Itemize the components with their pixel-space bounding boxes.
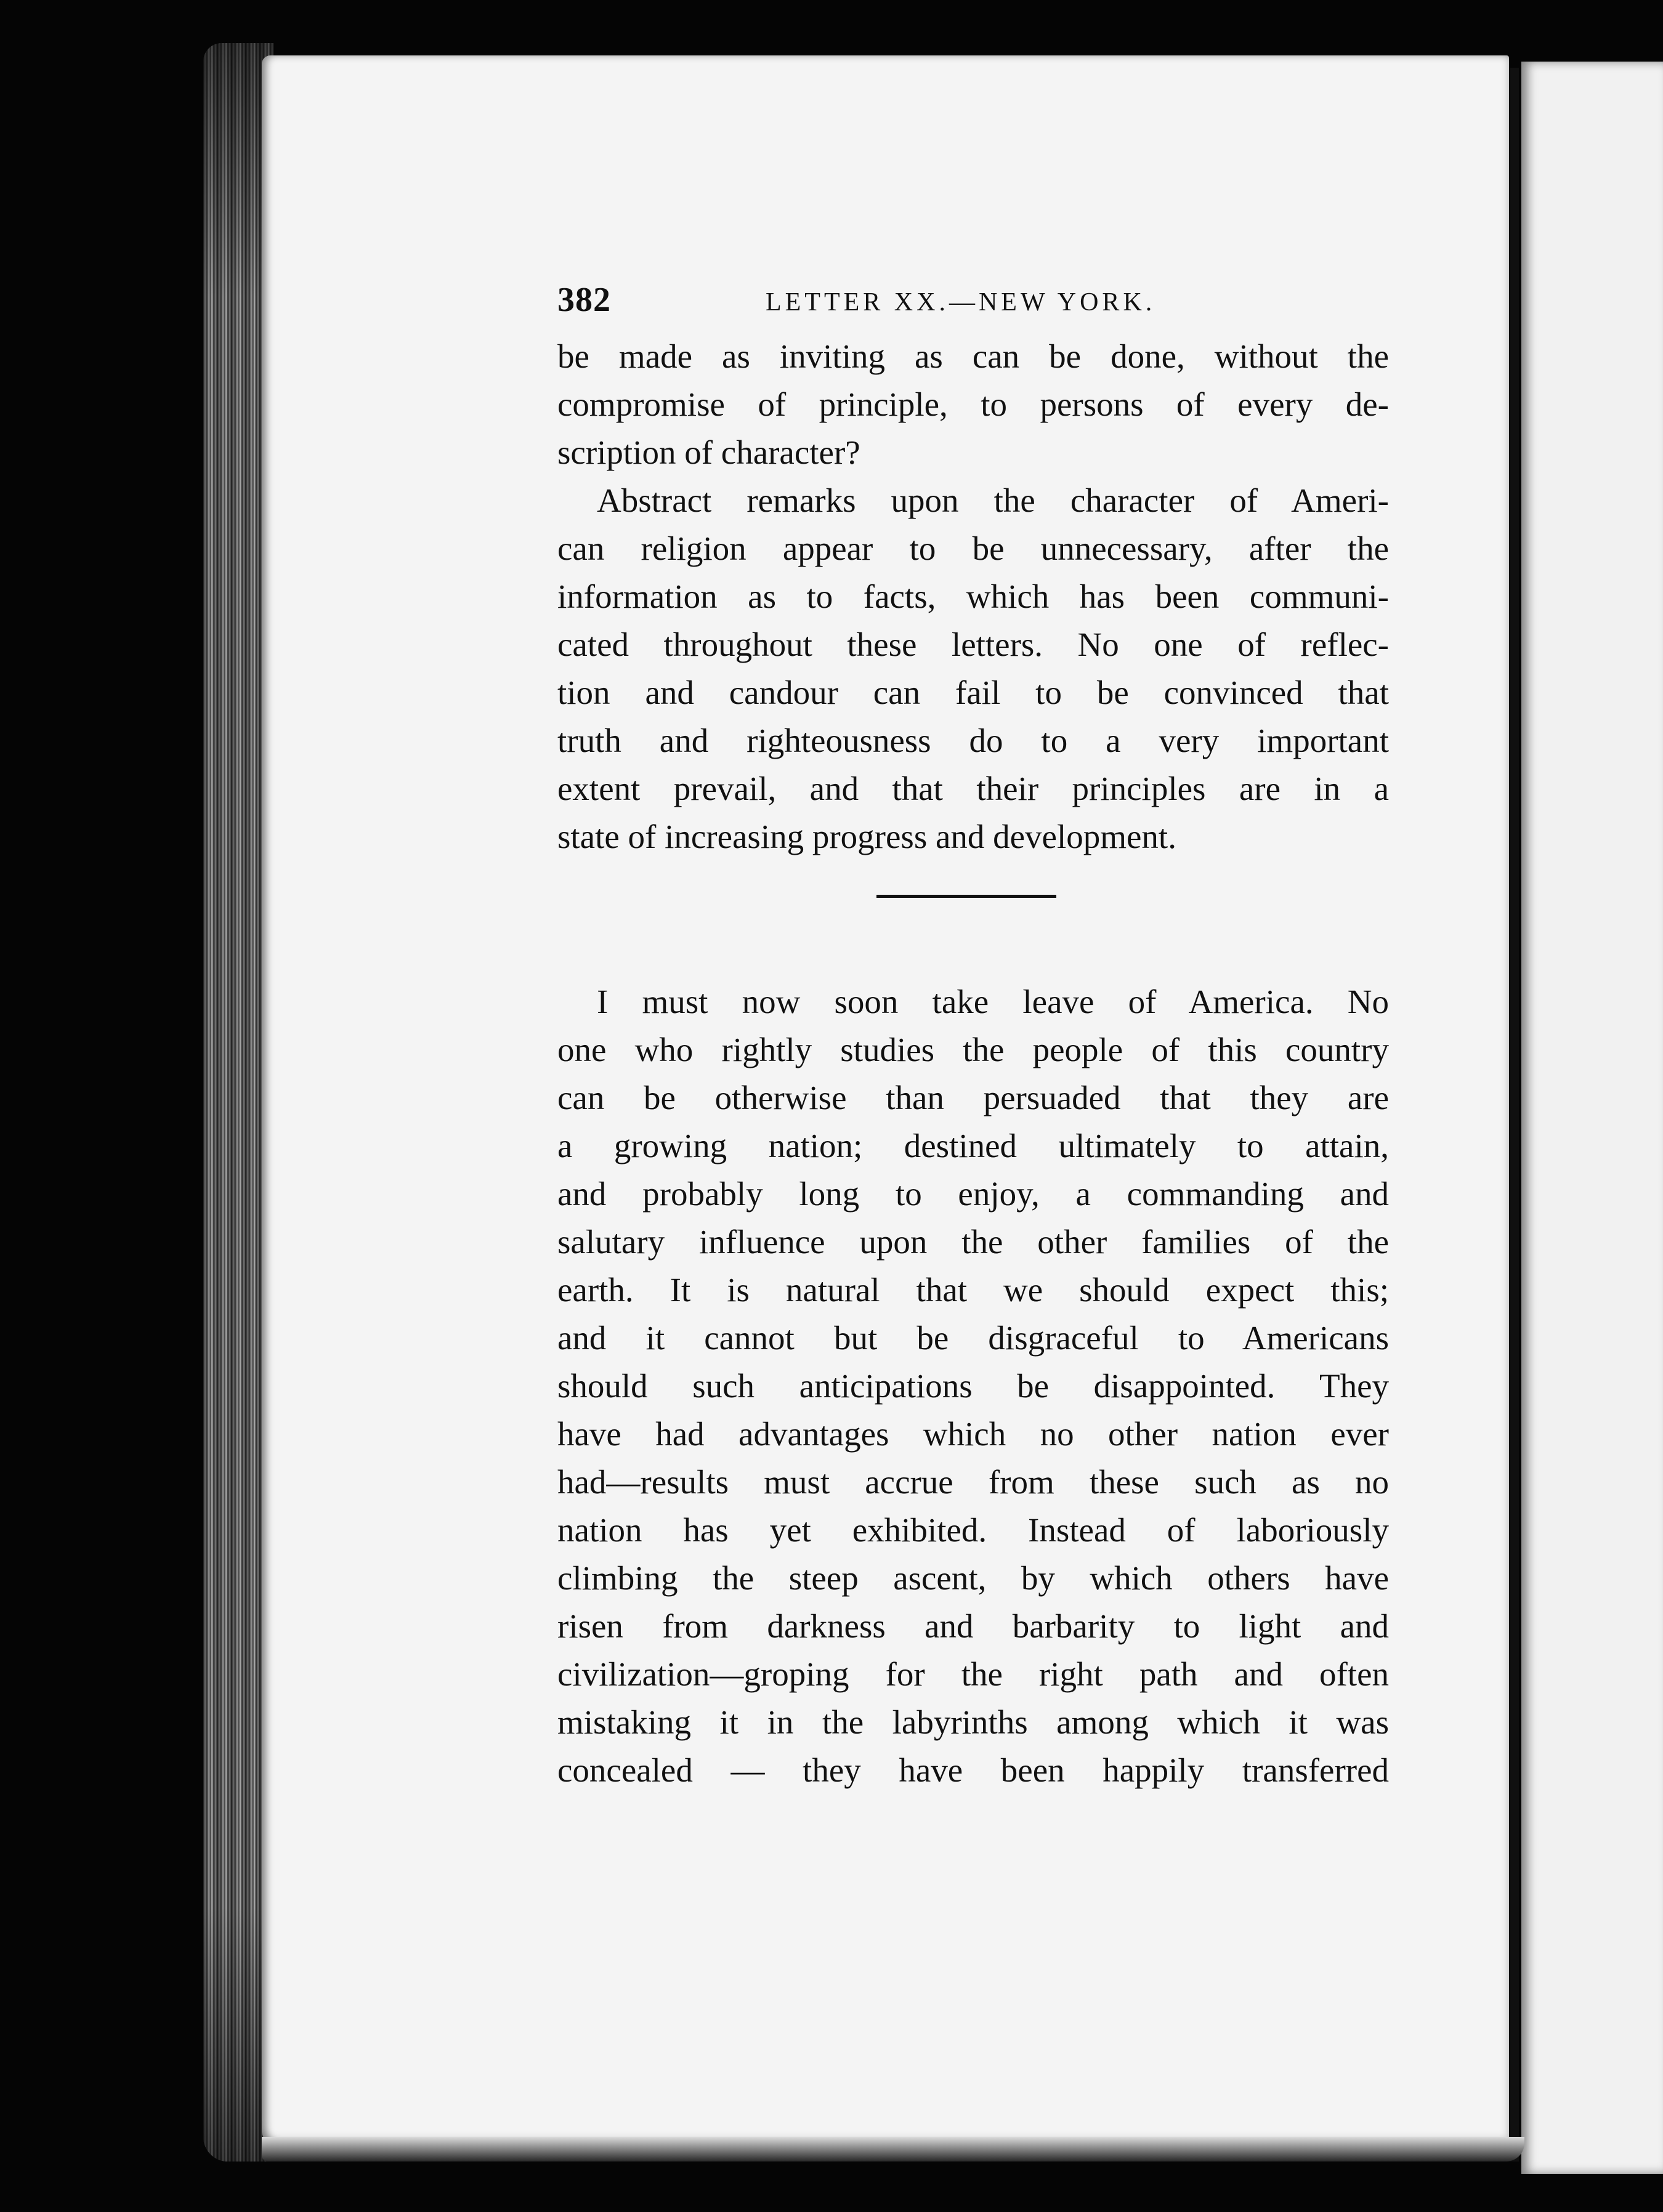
text-line: compromise of principle, to persons of every de- [557, 385, 1389, 423]
book-gutter [1510, 68, 1519, 2162]
paragraph-3 [557, 978, 1389, 1794]
text-line: and it cannot but be disgraceful to Americans [557, 1319, 1389, 1357]
page-bottom-edge [262, 2137, 1524, 2162]
text-line: and probably long to enjoy, a commanding and [557, 1175, 1389, 1213]
text-line: risen from darkness and barbarity to light and [557, 1607, 1389, 1645]
section-divider-rule [876, 895, 1056, 898]
text-line: climbing the steep ascent, by which others have [557, 1559, 1389, 1597]
page-number: 382 [557, 281, 611, 319]
text-line: I must now soon take leave of America. No [597, 983, 1389, 1020]
text-line: state of increasing progress and development. [557, 818, 1176, 855]
section-divider-area [557, 861, 1389, 978]
page-text-block [557, 280, 1389, 1794]
text-line: nation has yet exhibited. Instead of laboriously [557, 1511, 1389, 1549]
text-line: concealed — they have been happily transferred [557, 1751, 1389, 1789]
text-line: civilization—groping for the right path and often [557, 1655, 1389, 1693]
text-line: have had advantages which no other nation ever [557, 1415, 1389, 1453]
text-line: earth. It is natural that we should expect this; [557, 1271, 1389, 1309]
text-line: should such anticipations be disappointed. They [557, 1367, 1389, 1405]
text-line: salutary influence upon the other families of the [557, 1223, 1389, 1261]
text-line: Abstract remarks upon the character of Ameri- [597, 482, 1389, 519]
running-head-title: LETTER XX.—NEW YORK. [766, 288, 1156, 317]
text-line: mistaking it in the labyrinths among which it was [557, 1703, 1389, 1741]
text-line: a growing nation; destined ultimately to attain, [557, 1127, 1389, 1165]
text-line: can religion appear to be unnecessary, after the [557, 530, 1389, 567]
paragraph-2 [557, 477, 1389, 861]
text-line: scription of character? [557, 434, 860, 471]
text-line: can be otherwise than persuaded that they are [557, 1079, 1389, 1116]
paragraph-1 [557, 333, 1389, 477]
text-line: tion and candour can fail to be convinced that [557, 674, 1389, 711]
text-line: had—results must accrue from these such as no [557, 1463, 1389, 1501]
text-line: be made as inviting as can be done, without the [557, 337, 1389, 375]
text-line: truth and righteousness do to a very important [557, 722, 1389, 759]
adjacent-page [1521, 62, 1663, 2174]
text-line: cated throughout these letters. No one of reflec- [557, 626, 1389, 663]
running-head [557, 280, 1389, 333]
text-line: information as to facts, which has been communi- [557, 578, 1389, 615]
text-line: one who rightly studies the people of this country [557, 1031, 1389, 1068]
text-line: extent prevail, and that their principles are in a [557, 770, 1389, 807]
